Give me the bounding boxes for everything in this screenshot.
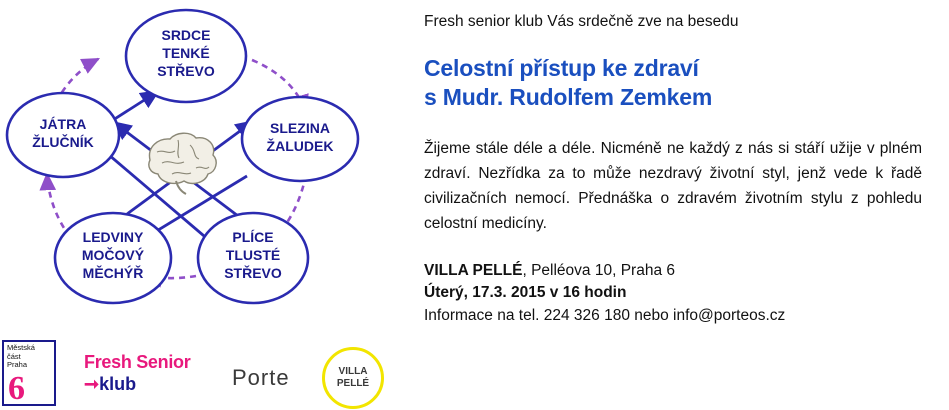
- node-label-heart-1: SRDCE: [161, 27, 211, 43]
- logo-villa-line2: PELLÉ: [336, 378, 370, 389]
- node-label-spleen-1: SLEZINA: [270, 120, 330, 136]
- node-label-lung-1: PLÍCE: [232, 229, 274, 245]
- headline-line-1: Celostní přístup ke zdraví: [424, 55, 699, 81]
- body-paragraph: Žijeme stále déle a déle. Nicméně ne každý z nás si stáří užije v plném zdraví. Nezřídka za to může nezdravý životní styl, jenž vede k řadě civilizačních nemocí. Přednáška o zdravém životním stylu z pohledu celostní medicíny.: [424, 140, 922, 232]
- logo-villa-line1: VILLA: [338, 366, 368, 377]
- node-label-lung-2: TLUSTÉ: [225, 247, 281, 263]
- headline-line-2: s Mudr. Rudolfem Zemkem: [424, 84, 713, 110]
- logo-strip: [0, 330, 410, 410]
- node-label-heart-3: STŘEVO: [157, 63, 215, 79]
- arrow-right-icon: ➞: [84, 374, 100, 394]
- logo-villa-pelle: [322, 347, 384, 409]
- logo-fresh-senior-klub: [84, 352, 214, 400]
- node-label-kidney-2: MOČOVÝ: [81, 247, 145, 263]
- intro-line: Fresh senior klub Vás srdečně zve na besedu: [424, 13, 739, 30]
- node-label-kidney-1: LEDVINY: [82, 229, 144, 245]
- node-label-heart-2: TENKÉ: [162, 45, 210, 61]
- logo-fresh-line1: Fresh Senior: [84, 352, 191, 372]
- diagram-svg: [0, 0, 410, 330]
- node-label-liver-2: ŽLUČNÍK: [32, 134, 94, 150]
- venue-address: , Pelléova 10, Praha 6: [522, 262, 675, 279]
- brain-illustration: [149, 133, 216, 194]
- logo-mcp-number: 6: [8, 370, 25, 407]
- venue-name: VILLA PELLÉ: [424, 262, 523, 279]
- logo-mcp-line3: Praha: [7, 360, 28, 369]
- page-title: [424, 54, 934, 112]
- logo-fresh-line2: [84, 374, 214, 394]
- logo-mestska-cast-praha-6: [2, 340, 56, 406]
- logo-porte: Porte: [232, 365, 290, 390]
- node-label-liver-1: JÁTRA: [39, 116, 87, 132]
- invitation-text-panel: [424, 0, 934, 410]
- logo-fresh-klub: klub: [99, 374, 137, 394]
- date-time-line: Úterý, 17.3. 2015 v 16 hodin: [424, 284, 627, 301]
- node-label-kidney-3: MĚCHÝŘ: [82, 265, 144, 281]
- venue-line: [424, 260, 934, 282]
- contact-info-line: Informace na tel. 224 326 180 nebo info@porteos.cz: [424, 307, 786, 324]
- organ-cycle-diagram: [0, 0, 410, 330]
- node-label-lung-3: STŘEVO: [224, 265, 282, 281]
- logo-mcp-line1: Městská: [7, 343, 35, 352]
- node-label-spleen-2: ŽALUDEK: [266, 138, 334, 154]
- logo-mcp-line2: část: [7, 351, 21, 361]
- logo-mcp-text: [7, 344, 35, 370]
